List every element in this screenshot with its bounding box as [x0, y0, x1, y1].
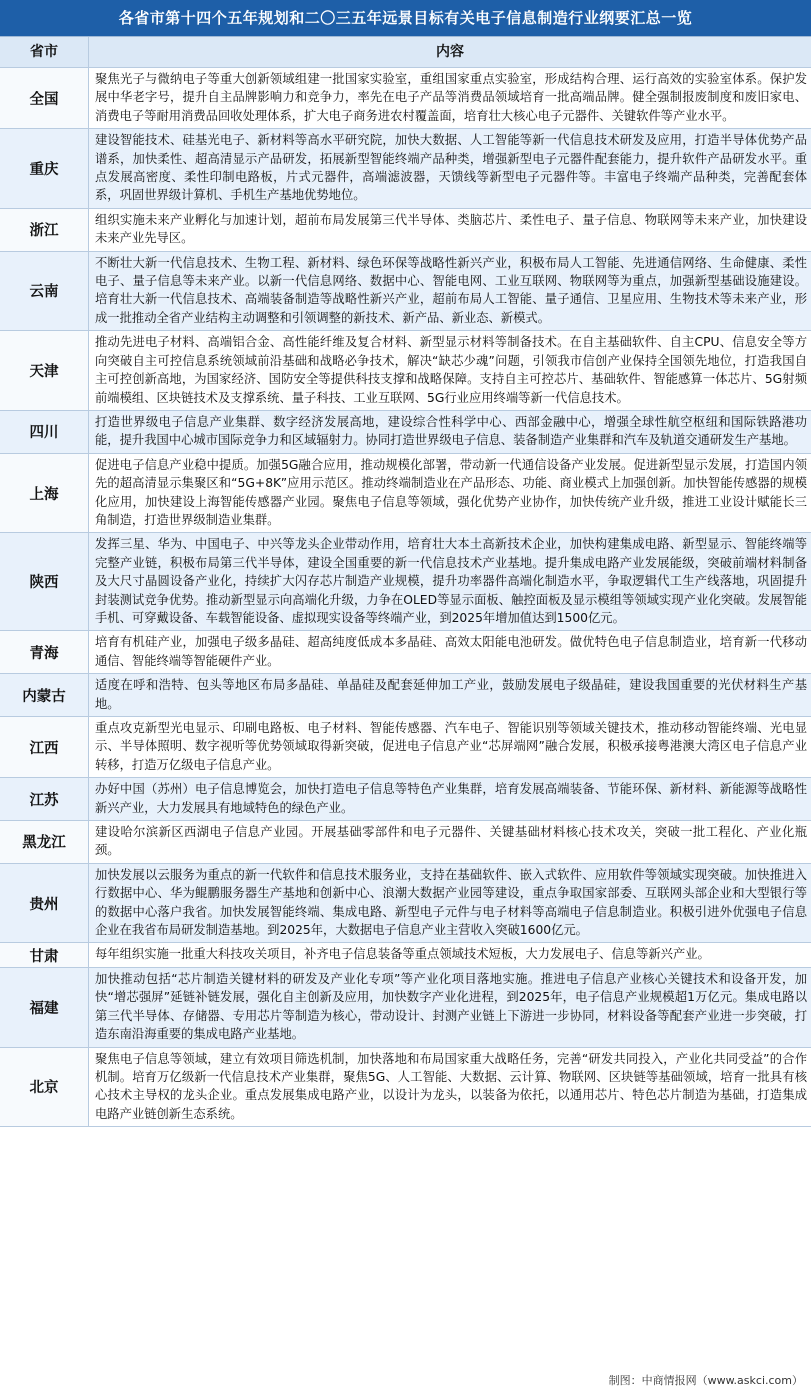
content-cell: 适度在呼和浩特、包头等地区布局多晶硅、单晶硅及配套延伸加工产业，鼓励发展电子级晶硅，建设我国重要的光伏材料生产基地。 — [89, 674, 811, 716]
content-cell: 发挥三星、华为、中国电子、中兴等龙头企业带动作用，培育壮大本土高新技术企业，加快构建集成电路、新型显示、智能终端等完整产业链，积极布局第三代半导体，建设全国重要的新一代信息技术产业基地。提升集成电路产业发展能级，突破前端材料制备及大尺寸晶圆设备产业化，持续扩大闪存芯片制造产业规模，提升功率器件高端化制造水平，争取逻辑代工生产线落地，巩固提升封装测试竞争优势。推动新型显示向高端化升级，力争在OLED等显示面板、触控面板及显示模组等领域实现产业化突破。发展智能手机、可穿戴设备、车载智能设备、虚拟现实设备等终端产业，到2025年增加值达到1500亿元。 — [89, 533, 811, 630]
province-cell: 上海 — [0, 454, 89, 533]
province-cell: 黑龙江 — [0, 821, 89, 863]
table-row — [0, 1048, 811, 1128]
province-cell: 全国 — [0, 68, 89, 128]
province-cell: 四川 — [0, 411, 89, 453]
province-cell: 北京 — [0, 1048, 89, 1127]
province-cell: 浙江 — [0, 209, 89, 251]
content-cell: 聚焦光子与微纳电子等重大创新领域组建一批国家实验室，重组国家重点实验室，形成结构合理、运行高效的实验室体系。保护发展中华老字号，提升自主品牌影响力和竞争力，率先在电子产品等消费品领域培育一批高端品牌。健全强制报废制度和废旧家电、消费电子等耐用消费品回收处理体系，扩大电子商务进农村覆盖面，培育壮大核心电子元器件、关键软件等产业水平。 — [95, 72, 807, 123]
province-cell: 甘肃 — [0, 943, 89, 966]
content-cell: 不断壮大新一代信息技术、生物工程、新材料、绿色环保等战略性新兴产业，积极布局人工智能、先进通信网络、生命健康、柔性电子、量子信息等未来产业。以新一代信息网络、数据中心、智能电网、工业互联网、物联网等为重点，加强新型基础设施建设。培育壮大新一代信息技术、高端装备制造等战略性新兴产业，超前布局人工智能、量子通信、卫星应用、生物技术等未来产业，形成一批推动全省产业结构主动调整和引领调整的新技术、新产品、新业态、新模式。 — [89, 252, 811, 331]
province-cell: 云南 — [0, 252, 89, 331]
table-row — [0, 411, 811, 454]
content-cell: 加快推动包括“芯片制造关键材料的研发及产业化专项”等产业化项目落地实施。推进电子信息产业核心关键技术和设备开发，加快“增芯强屏”延链补链发展，强化自主创新及应用，加快数字产业化进程，到2025年，电子信息产业规模超1万亿元。集成电路以第三代半导体、存储器、专用芯片等制造为核心，带动设计、封测产业链上下游进一步协同，材料设备等配套产业进一步突破，打造东南沿海重要的集成电路产业基地。 — [89, 968, 811, 1047]
table-header-row — [0, 37, 811, 68]
table-row — [0, 674, 811, 717]
content-cell: 培育有机硅产业，加强电子级多晶硅、超高纯度低成本多晶硅、高效太阳能电池研发。做优特色电子信息制造业，培育新一代移动通信、智能终端等智能硬件产业。 — [95, 635, 807, 668]
table-row — [0, 631, 811, 674]
province-cell: 陕西 — [0, 533, 89, 630]
table-row — [0, 209, 811, 252]
table-row — [0, 129, 811, 209]
province-cell: 重庆 — [0, 129, 89, 208]
table-row — [0, 533, 811, 631]
content-cell: 重点攻克新型光电显示、印刷电路板、电子材料、智能传感器、汽车电子、智能识别等领域关键技术，推动移动智能终端、光电显示、半导体照明、数字视听等优势领域取得新突破，促进电子信息产业“芯屏端网”融合发展，积极承接粤港澳大湾区电子信息产业转移，打造万亿级电子信息产业。 — [95, 721, 807, 772]
content-cell: 组织实施未来产业孵化与加速计划，超前布局发展第三代半导体、类脑芯片、柔性电子、量子信息、物联网等未来产业，加快建设未来产业先导区。 — [95, 212, 807, 246]
content-cell: 推动先进电子材料、高端铝合金、高性能纤维及复合材料、新型显示材料等制备技术。在自主基础软件、自主CPU、信息安全等方向突破自主可控信息系统领域前沿基础和战略必争技术，解决“缺芯少魂”问题，引领我市信创产业保持全国领先地位，打造我国自主可控创新高地，为国家经济、国防安全等提供科技支撑和战略保障。支持自主可控芯片、基础软件、智能感算一体芯片、5G射频前端模组、区块链技术及支撑系统、量子科技、工业互联网、5G行业应用终端等新一代信息技术。 — [95, 335, 807, 405]
outline-table — [0, 36, 811, 1127]
content-cell: 加快发展以云服务为重点的新一代软件和信息技术服务业，支持在基础软件、嵌入式软件、应用软件等领域实现突破。加快推进入行数据中心、华为鲲鹏服务器生产基地和创新中心、浪潮大数据产业园等建设，重点争取国家部委、互联网头部企业和大型银行等的数据中心落户我省。加快发展智能终端、集成电路、新型电子元件与电子材料等高端电子信息制造业。积极引进外优强电子信息企业在我省布局研发制造基地。到2025年，大数据电子信息产业主营收入突破1600亿元。 — [89, 864, 811, 943]
table-row — [0, 821, 811, 864]
province-cell: 江苏 — [0, 778, 89, 820]
content-cell: 建设哈尔滨新区西湖电子信息产业园。开展基础零部件和电子元器件、关键基础材料核心技术攻关，突破一批工程化、产业化瓶颈。 — [95, 825, 807, 858]
province-cell: 贵州 — [0, 864, 89, 943]
table-row — [0, 68, 811, 129]
province-cell: 天津 — [0, 331, 89, 410]
content-cell: 打造世界级电子信息产业集群、数字经济发展高地，建设综合性科学中心、西部金融中心，增强全球性航空枢纽和国际铁路港功能，提升我国中心城市国际竞争力和区域辐射力。协同打造世界级电子信息、装备制造产业集群和汽车及轨道交通研发生产基地。 — [89, 411, 811, 453]
content-cell: 促进电子信息产业稳中提质。加强5G融合应用，推动规模化部署，带动新一代通信设备产业发展。促进新型显示发展，打造国内领先的超高清显示集聚区和“5G+8K”应用示范区。推动终端制造业在产品形态、功能、商业模式上加强创新。加快智能传感器的规模化应用，加快建设上海智能传感器产业园。聚焦电子信息等领域，强化优势产业协作，加快传统产业升级，推进工业设计赋能长三角制造，打造世界级制造业集群。 — [95, 457, 807, 527]
content-cell: 办好中国（苏州）电子信息博览会，加快打造电子信息等特色产业集群，培育发展高端装备、节能环保、新材料、新能源等战略性新兴产业，大力发展具有地域特色的绿色产业。 — [89, 778, 811, 820]
page-title: 各省市第十四个五年规划和二〇三五年远景目标有关电子信息制造行业纲要汇总一览 — [0, 0, 811, 36]
province-cell: 内蒙古 — [0, 674, 89, 716]
table-row — [0, 943, 811, 967]
header-content: 内容 — [89, 37, 811, 67]
table-row — [0, 864, 811, 944]
table-row — [0, 252, 811, 332]
table-row — [0, 454, 811, 534]
province-cell: 江西 — [0, 717, 89, 777]
source-credit: 制图：中商情报网（www.askci.com） — [608, 1374, 803, 1387]
table-row — [0, 968, 811, 1048]
content-cell: 聚焦电子信息等领域，建立有效项目筛选机制，加快落地和布局国家重大战略任务，完善“研发共同投入，产业化共同受益”的合作机制。培育万亿级新一代信息技术产业集群，聚焦5G、人工智能、大数据、云计算、物联网、区块链等基础领域，培育一批具有核心技术主导权的龙头企业。重点发展集成电路产业，以设计为龙头，以装备为依托，以通用芯片、特色芯片制造为基础，打造集成电路产业链创新生态系统。 — [95, 1051, 807, 1121]
content-cell: 每年组织实施一批重大科技攻关项目，补齐电子信息装备等重点领域技术短板，大力发展电子、信息等新兴产业。 — [95, 947, 710, 962]
table-row — [0, 331, 811, 411]
table-row — [0, 717, 811, 778]
province-cell: 青海 — [0, 631, 89, 673]
table-row — [0, 778, 811, 821]
header-province: 省市 — [0, 37, 89, 67]
content-cell: 建设智能技术、硅基光电子、新材料等高水平研究院，加快大数据、人工智能等新一代信息技术研发及应用，打造半导体优势产品谱系，加快柔性、超高清显示产品研发，拓展新型智能终端产品种类，增强新型电子元器件配套能力，提升软件产品研发水平。重点发展高密度、柔性印制电路板，片式元器件，高端滤波器，天馈线等新型电子元器件等。丰富电子终端产品种类，完善配套体系，巩固世界级计算机、手机生产基地优势地位。 — [89, 129, 811, 208]
province-cell: 福建 — [0, 968, 89, 1047]
